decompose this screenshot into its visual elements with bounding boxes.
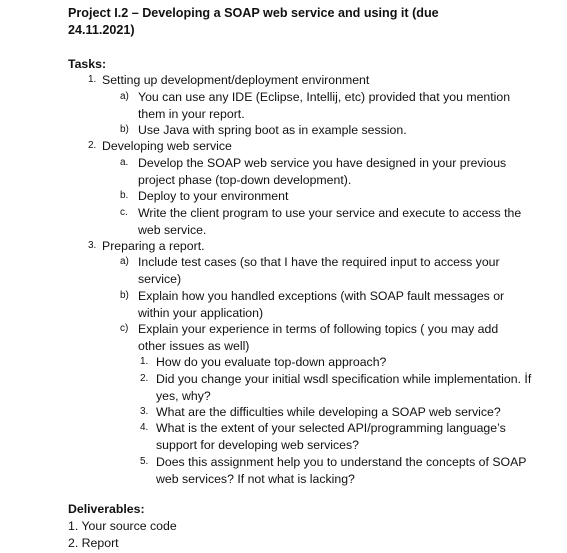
task-item (88, 238, 528, 255)
task-text: Developing web service (102, 139, 232, 153)
subtask-marker: a) (120, 91, 129, 102)
question-marker: 4. (140, 422, 149, 433)
deliverables-heading: Deliverables: (68, 502, 145, 516)
question-marker: 5. (140, 456, 149, 467)
task-marker: 3. (88, 240, 97, 251)
subtask-item (120, 122, 520, 139)
question-text: How do you evaluate top-down approach? (156, 355, 387, 369)
question-text: Did you change your initial wsdl specification while implementation. İf yes, why? (156, 372, 532, 403)
subtask-marker: b) (120, 124, 129, 135)
question-item (140, 404, 540, 421)
subtask-item (120, 321, 510, 354)
deliverable-item: 1. Your source code (68, 519, 177, 533)
subtask-text: Develop the SOAP web service you have designed in your previous project phase (top-down development). (138, 156, 507, 187)
task-marker: 1. (88, 74, 97, 85)
subtask-text: Deploy to your environment (138, 189, 289, 203)
subtask-text: You can use any IDE (Eclipse, Intellij, etc) provided that you mention them in your report. (138, 90, 511, 121)
question-text: Does this assignment help you to understand the concepts of SOAP web services? If not what is lacking? (156, 455, 527, 486)
question-item (140, 454, 530, 487)
task-item (88, 72, 528, 89)
subtask-marker: b. (120, 190, 129, 201)
question-text: What are the difficulties while developing a SOAP web service? (156, 405, 501, 419)
question-marker: 2. (140, 373, 149, 384)
subtask-item (120, 155, 520, 188)
task-text: Preparing a report. (102, 239, 205, 253)
subtask-item (120, 188, 520, 205)
subtask-item (120, 205, 535, 238)
subtask-item (120, 89, 520, 122)
question-item (140, 420, 530, 453)
subtask-text: Use Java with spring boot as in example session. (138, 123, 407, 137)
question-text: What is the extent of your selected API/programming language’s support for developing web services? (156, 421, 506, 452)
subtask-marker: b) (120, 290, 129, 301)
question-marker: 1. (140, 356, 149, 367)
tasks-heading: Tasks: (68, 57, 107, 71)
deliverable-item: 2. Report (68, 536, 119, 550)
subtask-marker: c. (120, 207, 128, 218)
subtask-item (120, 254, 500, 287)
subtask-text: Explain how you handled exceptions (with SOAP fault messages or within your application) (138, 289, 505, 320)
subtask-marker: a. (120, 157, 129, 168)
task-text: Setting up development/deployment environment (102, 73, 370, 87)
question-marker: 3. (140, 406, 149, 417)
subtask-text: Write the client program to use your service and execute to access the web service. (138, 206, 522, 237)
subtask-item (120, 288, 510, 321)
page-title: Project I.2 – Developing a SOAP web service and using it (due 24.11.2021) (68, 6, 439, 37)
question-item (140, 354, 540, 371)
task-marker: 2. (88, 140, 97, 151)
subtask-text: Explain your experience in terms of following topics ( you may add other issues as well) (138, 322, 499, 353)
subtask-marker: a) (120, 256, 129, 267)
question-item (140, 371, 540, 404)
subtask-marker: c) (120, 323, 129, 334)
task-item (88, 138, 528, 155)
subtask-text: Include test cases (so that I have the required input to access your service) (138, 255, 500, 286)
